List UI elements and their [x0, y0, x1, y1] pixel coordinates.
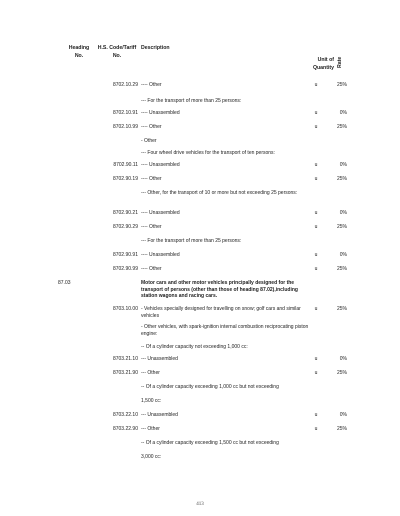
unit-cell: u [314, 82, 318, 88]
description-cell: --- For the transport of more than 25 persons: [141, 238, 242, 244]
column-header-hs-code: H.S. Code/Tariff No. [97, 45, 137, 59]
rate-cell: 25% [336, 370, 347, 376]
unit-cell: u [314, 370, 318, 376]
unit-cell: u [314, 110, 318, 116]
description-cell: - Other [141, 138, 157, 144]
tariff-code-cell: 8702.90.99 [112, 266, 138, 272]
heading-cell: 87.03 [58, 280, 71, 286]
rate-cell: 25% [336, 82, 347, 88]
column-header-heading: Heading No. [68, 45, 90, 59]
rate-cell: 0% [339, 162, 347, 168]
description-cell: ---- Other [141, 266, 162, 272]
unit-cell: u [314, 266, 318, 272]
description-cell: -- Of a cylinder capacity exceeding 1,000 cc but not exceeding [141, 384, 279, 390]
page-number: 413 [196, 502, 204, 507]
column-header-unit: Unit of Quantity [312, 57, 334, 71]
description-cell: - Vehicles specially designed for travelling on snow; golf cars and similar vehicles [141, 306, 301, 319]
description-cell: ---- Unassembled [141, 252, 180, 258]
tariff-code-cell: 8702.90.21 [112, 210, 138, 216]
rate-cell: 0% [339, 110, 347, 116]
description-cell: --- Unassembled [141, 356, 178, 362]
tariff-code-cell: 8703.22.10 [112, 412, 138, 418]
tariff-code-cell: 8703.22.90 [112, 426, 138, 432]
tariff-code-cell: 8702.10.91 [112, 110, 138, 116]
description-cell: ---- Other [141, 176, 162, 182]
tariff-code-cell: 8703.21.90 [112, 370, 138, 376]
unit-cell: u [314, 306, 318, 312]
rate-cell: 0% [339, 356, 347, 362]
tariff-code-cell: 8702.90.91 [112, 252, 138, 258]
description-cell: -- Of a cylinder capacity not exceeding 1,000 cc: [141, 344, 248, 350]
description-cell: ---- Unassembled [141, 210, 180, 216]
description-cell: ---- Other [141, 124, 162, 130]
unit-cell: u [314, 252, 318, 258]
unit-cell: u [314, 176, 318, 182]
unit-cell: u [314, 124, 318, 130]
description-cell: --- For the transport of more than 25 persons: [141, 98, 242, 104]
tariff-code-cell: 8703.21.10 [112, 356, 138, 362]
description-cell: Motor cars and other motor vehicles principally designed for the transport of persons (other than those of heading 87.02),including station wagons and racing cars. [141, 280, 298, 300]
unit-cell: u [314, 426, 318, 432]
description-cell: --- Unassembled [141, 412, 178, 418]
tariff-code-cell: 8702.10.99 [112, 124, 138, 130]
tariff-code-cell: 8702.10.29 [112, 82, 138, 88]
unit-cell: u [314, 162, 318, 168]
description-cell: 1,500 cc: [141, 398, 162, 404]
unit-cell: u [314, 210, 318, 216]
description-cell: -- Of a cylinder capacity exceeding 1,500 cc but not exceeding [141, 440, 279, 446]
rate-cell: 25% [336, 124, 347, 130]
description-cell: - Other vehicles, with spark-ignition internal combustion reciprocating piston engine: [141, 324, 309, 337]
column-header-description: Description [141, 45, 170, 51]
column-header-rate-label: Rate [337, 56, 343, 68]
tariff-code-cell: 8703.10.00 [112, 306, 138, 312]
column-header-rate [334, 56, 346, 70]
rate-cell: 25% [336, 224, 347, 230]
tariff-code-cell: 8702.90.19 [112, 176, 138, 182]
rate-cell: 0% [339, 252, 347, 258]
rate-cell: 0% [339, 210, 347, 216]
tariff-code-cell: 8702.90.29 [112, 224, 138, 230]
description-cell: ---- Other [141, 82, 162, 88]
rate-cell: 25% [336, 266, 347, 272]
rate-cell: 25% [336, 306, 347, 312]
description-cell: --- Other [141, 426, 160, 432]
description-cell: --- Other, for the transport of 10 or more but not exceeding 25 persons: [141, 190, 298, 196]
unit-cell: u [314, 356, 318, 362]
description-cell: 3,000 cc: [141, 454, 162, 460]
unit-cell: u [314, 412, 318, 418]
unit-cell: u [314, 224, 318, 230]
tariff-code-cell: 8702.90.11 [113, 162, 138, 168]
description-cell: --- Four wheel drive vehicles for the transport of ten persons: [141, 150, 275, 156]
description-cell: ---- Unassembled [141, 110, 180, 116]
description-cell: ---- Other [141, 224, 162, 230]
rate-cell: 0% [339, 412, 347, 418]
rate-cell: 25% [336, 426, 347, 432]
description-cell: --- Other [141, 370, 160, 376]
description-cell: ---- Unassembled [141, 162, 180, 168]
rate-cell: 25% [336, 176, 347, 182]
